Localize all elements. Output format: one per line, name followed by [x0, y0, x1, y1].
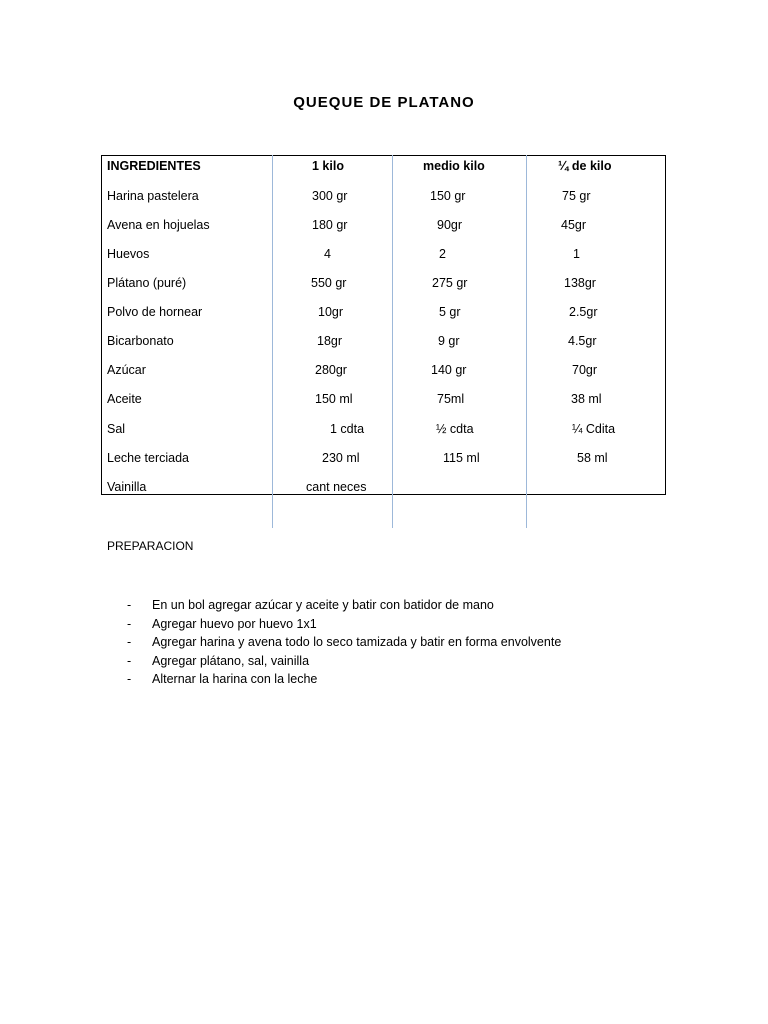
header-1-kilo: 1 kilo — [312, 159, 344, 173]
column-divider — [272, 155, 273, 528]
column-divider — [392, 155, 393, 528]
ingredient-name: Huevos — [107, 247, 150, 261]
ingredient-name: Avena en hojuelas — [107, 218, 210, 232]
qty-cuarto-kilo: 1 — [573, 247, 580, 261]
bullet-dash: - — [127, 635, 132, 649]
qty-1-kilo: 550 gr — [311, 276, 347, 290]
qty-1-kilo: 150 ml — [315, 392, 353, 406]
ingredient-name: Bicarbonato — [107, 334, 174, 348]
qty-medio-kilo: 75ml — [437, 392, 465, 406]
qty-1-kilo: cant neces — [306, 480, 367, 494]
ingredient-name: Leche terciada — [107, 451, 190, 465]
qty-cuarto-kilo: 2.5gr — [569, 305, 598, 319]
qty-cuarto-kilo: 75 gr — [562, 189, 591, 203]
qty-cuarto-kilo: 138gr — [564, 276, 596, 290]
ingredient-name: Azúcar — [107, 363, 146, 377]
header-medio-kilo: medio kilo — [423, 159, 485, 173]
preparation-heading: PREPARACION — [107, 539, 194, 553]
ingredients-table — [101, 155, 666, 495]
qty-medio-kilo: 150 gr — [430, 189, 466, 203]
ingredient-name: Plátano (puré) — [107, 276, 187, 290]
qty-cuarto-kilo: 38 ml — [571, 392, 602, 406]
qty-medio-kilo: 5 gr — [439, 305, 461, 319]
bullet-dash: - — [127, 653, 132, 668]
column-divider — [526, 155, 527, 528]
qty-1-kilo: 10gr — [318, 305, 344, 319]
ingredient-name: Vainilla — [107, 480, 147, 494]
qty-1-kilo: 4 — [324, 247, 331, 261]
qty-1-kilo: 300 gr — [312, 189, 348, 203]
qty-1-kilo: 1 cdta — [330, 422, 365, 436]
header-ingredients: INGREDIENTES — [107, 159, 201, 173]
qty-medio-kilo: 9 gr — [438, 334, 460, 348]
qty-cuarto-kilo: 45gr — [561, 218, 587, 232]
qty-medio-kilo: 115 ml — [443, 451, 480, 465]
qty-cuarto-kilo: 4.5gr — [568, 334, 597, 348]
qty-medio-kilo: 90gr — [437, 218, 463, 232]
qty-1-kilo: 18gr — [317, 334, 343, 348]
ingredient-name: Aceite — [107, 392, 142, 406]
qty-medio-kilo: 275 gr — [432, 276, 468, 290]
qty-cuarto-kilo: 58 ml — [577, 451, 608, 465]
header-cuarto-kilo: ¼ de kilo — [558, 159, 612, 173]
step-text: Alternar la harina con la leche — [152, 672, 318, 686]
step-text: Agregar huevo por huevo 1x1 — [152, 616, 317, 631]
qty-cuarto-kilo: 70gr — [572, 363, 598, 377]
qty-1-kilo: 280gr — [315, 363, 347, 377]
ingredient-name: Sal — [107, 422, 126, 436]
step-text: Agregar plátano, sal, vainilla — [152, 653, 310, 668]
document-title: QUEQUE DE PLATANO — [293, 94, 475, 111]
bullet-dash: - — [127, 616, 132, 631]
qty-1-kilo: 230 ml — [322, 451, 360, 465]
bullet-dash: - — [127, 598, 132, 612]
step-text: En un bol agregar azúcar y aceite y batir con batidor de mano — [152, 598, 494, 612]
qty-medio-kilo: ½ cdta — [436, 422, 474, 436]
qty-medio-kilo: 2 — [439, 247, 446, 261]
qty-medio-kilo: 140 gr — [431, 363, 467, 377]
bullet-dash: - — [127, 672, 132, 686]
ingredient-name: Harina pastelera — [107, 189, 199, 203]
step-text: Agregar harina y avena todo lo seco tamizada y batir en forma envolvente — [152, 635, 562, 649]
ingredient-name: Polvo de hornear — [107, 305, 203, 319]
qty-cuarto-kilo: ¼ Cdita — [572, 422, 616, 436]
qty-1-kilo: 180 gr — [312, 218, 348, 232]
